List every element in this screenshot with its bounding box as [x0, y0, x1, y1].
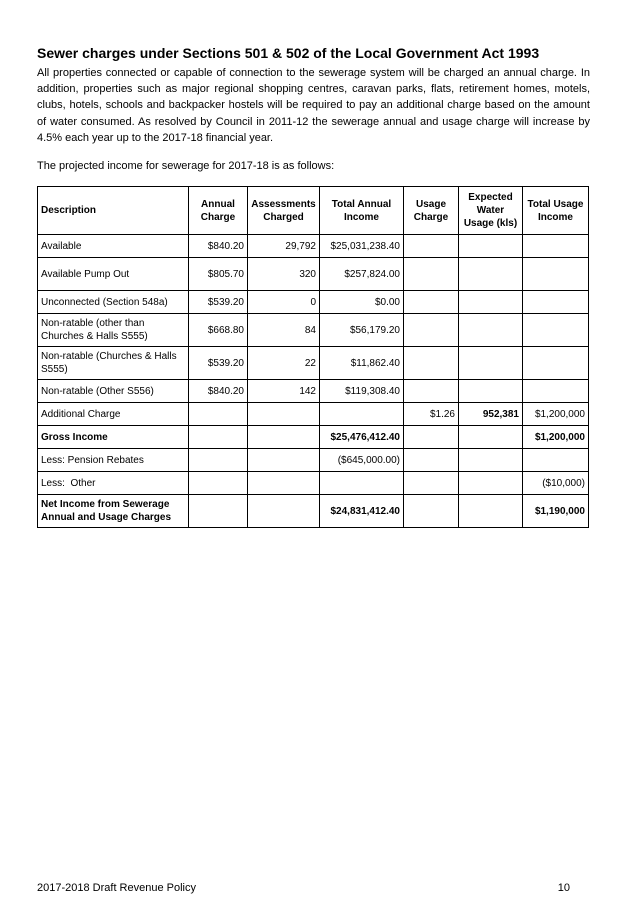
cell-assessments-charged: [248, 426, 320, 449]
cell-expected-water-usage: [459, 495, 523, 528]
cell-description: Less: Pension Rebates: [38, 449, 189, 472]
cell-annual-charge: $840.20: [189, 380, 248, 403]
sewerage-income-table: [37, 186, 589, 528]
table-row: [38, 347, 589, 380]
cell-expected-water-usage: [459, 258, 523, 291]
cell-usage-charge: [404, 449, 459, 472]
column-header-annual-charge: Annual Charge: [189, 187, 248, 235]
cell-total-annual-income: $25,476,412.40: [320, 426, 404, 449]
cell-assessments-charged: 0: [248, 291, 320, 314]
cell-total-annual-income: [320, 472, 404, 495]
table-row: [38, 472, 589, 495]
cell-annual-charge: $840.20: [189, 235, 248, 258]
footer-page-number: 10: [557, 882, 570, 894]
column-header-usage-charge: Usage Charge: [404, 187, 459, 235]
cell-total-annual-income: $119,308.40: [320, 380, 404, 403]
table-row-net-income: [38, 495, 589, 528]
cell-expected-water-usage: [459, 426, 523, 449]
cell-description: Non-ratable (other than Churches & Halls S555): [38, 314, 189, 347]
cell-total-annual-income: ($645,000.00): [320, 449, 404, 472]
cell-annual-charge: [189, 426, 248, 449]
intro-paragraph: All properties connected or capable of connection to the sewerage system will be charged an annual charge. In addition, properties such as major regional shopping centres, caravan parks, flats, retirement homes, motels, clubs, hotels, schools and backpacker hostels will be required to pay an additional charge based on the amount of water consumed. As resolved by Council in 2011-12 the sewerage annual and usage charge will increase by 4.5% each year up to the 2017-18 financial year.: [37, 67, 590, 144]
cell-description: Non-ratable (Churches & Halls S555): [38, 347, 189, 380]
cell-annual-charge: $805.70: [189, 258, 248, 291]
cell-expected-water-usage: [459, 235, 523, 258]
column-header-total-annual-income: Total Annual Income: [320, 187, 404, 235]
footer-document-title: 2017-2018 Draft Revenue Policy: [37, 882, 196, 894]
cell-expected-water-usage: [459, 380, 523, 403]
cell-total-annual-income: [320, 403, 404, 426]
cell-description: Available Pump Out: [38, 258, 189, 291]
cell-total-annual-income: $0.00: [320, 291, 404, 314]
cell-total-annual-income: $56,179.20: [320, 314, 404, 347]
cell-assessments-charged: 84: [248, 314, 320, 347]
cell-assessments-charged: [248, 495, 320, 528]
cell-total-annual-income: $11,862.40: [320, 347, 404, 380]
cell-total-usage-income: [523, 314, 589, 347]
cell-description: Unconnected (Section 548a): [38, 291, 189, 314]
cell-description: Gross Income: [38, 426, 189, 449]
cell-annual-charge: $668.80: [189, 314, 248, 347]
cell-expected-water-usage: [459, 314, 523, 347]
cell-description: Net Income from Sewerage Annual and Usage Charges: [38, 495, 189, 528]
cell-total-usage-income: [523, 449, 589, 472]
table-row: [38, 449, 589, 472]
cell-annual-charge: [189, 472, 248, 495]
cell-usage-charge: [404, 426, 459, 449]
cell-usage-charge: [404, 472, 459, 495]
section-heading: Sewer charges under Sections 501 & 502 of the Local Government Act 1993: [37, 45, 540, 61]
cell-usage-charge: [404, 291, 459, 314]
cell-usage-charge: [404, 347, 459, 380]
table-row-gross-income: [38, 426, 589, 449]
cell-total-usage-income: [523, 291, 589, 314]
cell-assessments-charged: [248, 472, 320, 495]
column-header-description: Description: [38, 187, 189, 235]
cell-annual-charge: $539.20: [189, 291, 248, 314]
cell-usage-charge: $1.26: [404, 403, 459, 426]
cell-total-annual-income: $257,824.00: [320, 258, 404, 291]
cell-expected-water-usage: [459, 449, 523, 472]
cell-usage-charge: [404, 235, 459, 258]
cell-description: Additional Charge: [38, 403, 189, 426]
cell-total-usage-income: $1,190,000: [523, 495, 589, 528]
cell-annual-charge: [189, 495, 248, 528]
cell-total-usage-income: $1,200,000: [523, 403, 589, 426]
cell-usage-charge: [404, 380, 459, 403]
cell-total-usage-income: [523, 258, 589, 291]
cell-description: Less: Other: [38, 472, 189, 495]
cell-expected-water-usage: 952,381: [459, 403, 523, 426]
cell-total-usage-income: [523, 380, 589, 403]
cell-total-usage-income: [523, 235, 589, 258]
column-header-expected-water-usage: Expected Water Usage (kls): [459, 187, 523, 235]
table-row: [38, 258, 589, 291]
cell-annual-charge: [189, 449, 248, 472]
cell-assessments-charged: [248, 449, 320, 472]
lead-paragraph: The projected income for sewerage for 2017-18 is as follows:: [37, 160, 335, 172]
cell-assessments-charged: 320: [248, 258, 320, 291]
column-header-total-usage-income: Total Usage Income: [523, 187, 589, 235]
cell-assessments-charged: [248, 403, 320, 426]
cell-total-annual-income: $24,831,412.40: [320, 495, 404, 528]
cell-expected-water-usage: [459, 347, 523, 380]
cell-expected-water-usage: [459, 291, 523, 314]
table-row: [38, 314, 589, 347]
cell-assessments-charged: 29,792: [248, 235, 320, 258]
cell-description: Non-ratable (Other S556): [38, 380, 189, 403]
cell-expected-water-usage: [459, 472, 523, 495]
cell-annual-charge: [189, 403, 248, 426]
column-header-assessments-charged: Assessments Charged: [248, 187, 320, 235]
table-row: [38, 235, 589, 258]
cell-total-usage-income: ($10,000): [523, 472, 589, 495]
cell-usage-charge: [404, 314, 459, 347]
cell-total-usage-income: [523, 347, 589, 380]
cell-total-annual-income: $25,031,238.40: [320, 235, 404, 258]
cell-assessments-charged: 142: [248, 380, 320, 403]
cell-annual-charge: $539.20: [189, 347, 248, 380]
table-header-row: [38, 187, 589, 235]
cell-description: Available: [38, 235, 189, 258]
table-row: [38, 291, 589, 314]
cell-usage-charge: [404, 495, 459, 528]
table-row: [38, 380, 589, 403]
cell-total-usage-income: $1,200,000: [523, 426, 589, 449]
table-row: [38, 403, 589, 426]
cell-assessments-charged: 22: [248, 347, 320, 380]
cell-usage-charge: [404, 258, 459, 291]
